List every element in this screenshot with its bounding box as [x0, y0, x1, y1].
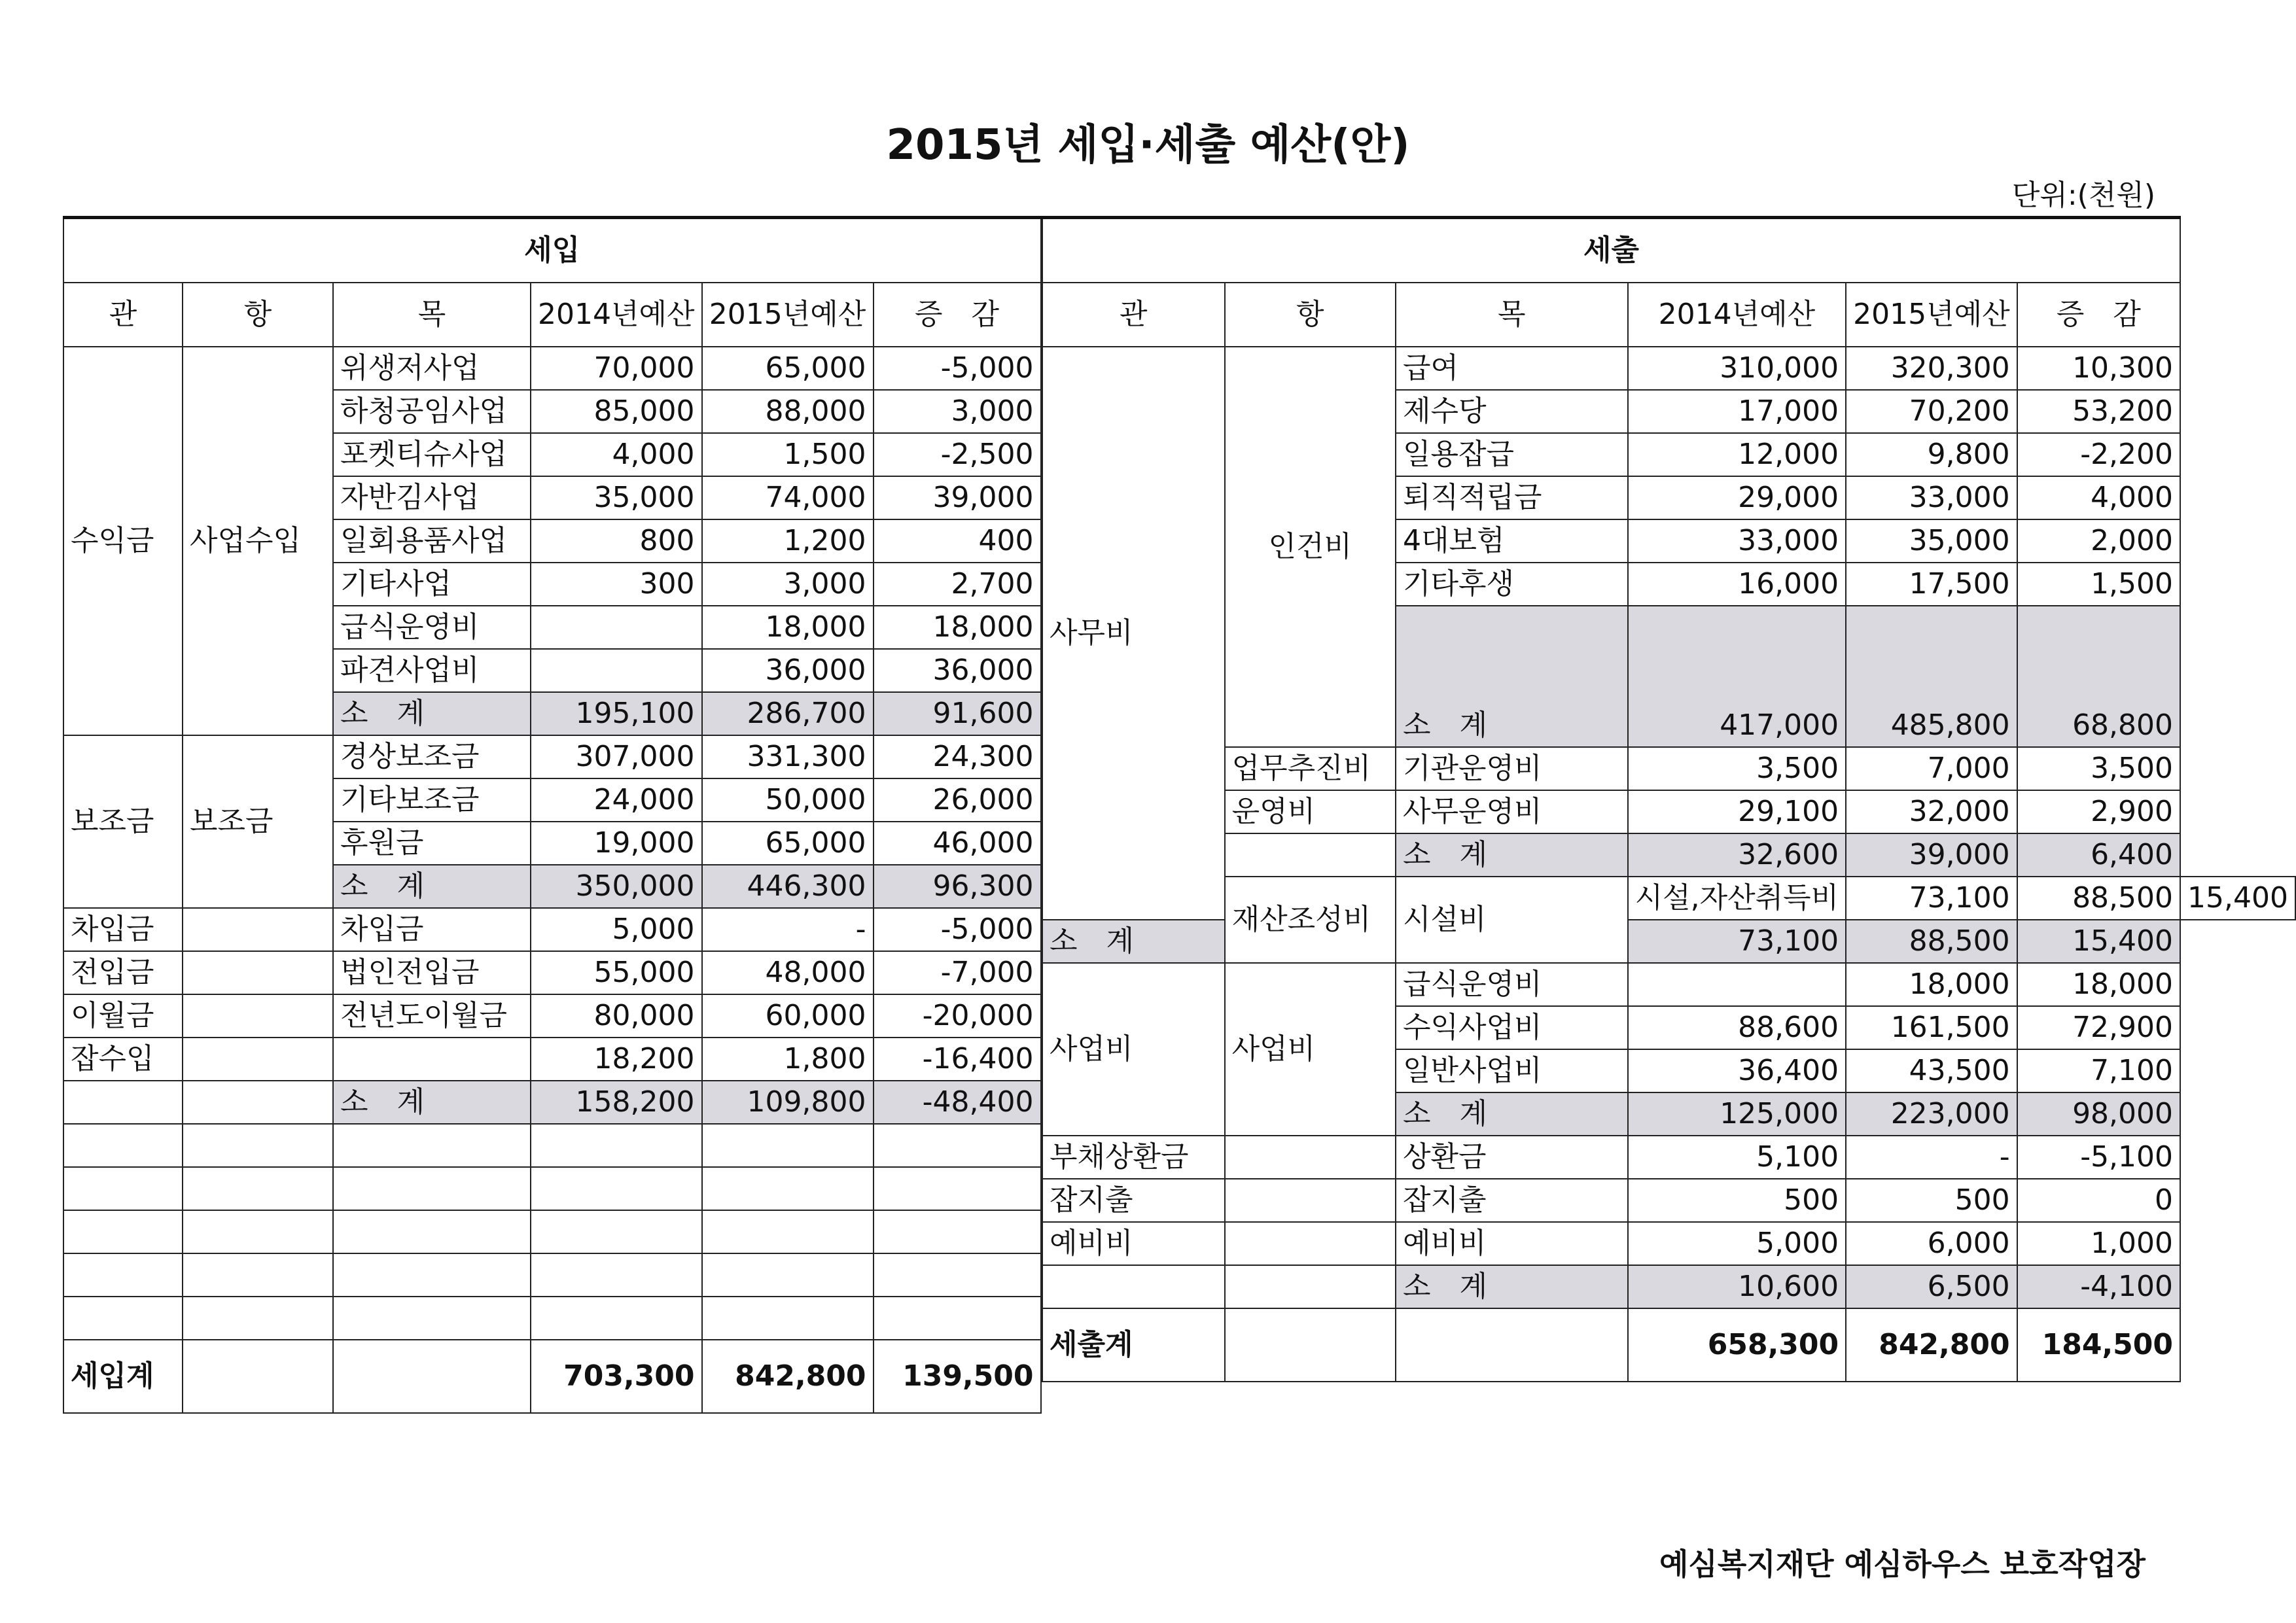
- budget-2015-cell: 65,000: [702, 347, 874, 390]
- mok-cell: 급식운영비: [1396, 963, 1628, 1006]
- budget-2015-cell: 320,300: [1846, 347, 2017, 390]
- blank-row: [63, 1210, 1041, 1253]
- budget-2014-cell: 35,000: [531, 476, 702, 519]
- change-cell: 4,000: [2017, 476, 2180, 519]
- change-cell: 98,000: [2017, 1092, 2180, 1136]
- table-row: [1042, 1136, 2295, 1179]
- budget-2014-cell: 4,000: [531, 433, 702, 476]
- change-cell: 1,000: [2017, 1222, 2180, 1265]
- gwan-cell: 보조금: [63, 735, 183, 908]
- budget-2015-cell: 223,000: [1846, 1092, 2017, 1136]
- mok-cell: 차입금: [333, 908, 531, 951]
- budget-2015-cell: 35,000: [1846, 519, 2017, 563]
- col-header-diff: 증 감: [874, 283, 1041, 347]
- budget-2014-cell: 195,100: [531, 692, 702, 735]
- col-header-mok: 목: [333, 283, 531, 347]
- gwan-cell: 잡수입: [63, 1038, 183, 1081]
- gwan-cell: [63, 1081, 183, 1124]
- change-cell: -5,000: [874, 908, 1041, 951]
- gwan-cell: 예비비: [1042, 1222, 1225, 1265]
- budget-2014-cell: 70,000: [531, 347, 702, 390]
- subtotal-label: 소 계: [1396, 1092, 1628, 1136]
- expense-total-2014: 658,300: [1628, 1308, 1846, 1382]
- change-cell: -4,100: [2017, 1265, 2180, 1308]
- budget-2015-cell: 17,500: [1846, 563, 2017, 606]
- change-cell: 1,500: [2017, 563, 2180, 606]
- budget-2014-cell: 158,200: [531, 1081, 702, 1124]
- unit-label: 단위:(천원): [2011, 179, 2155, 212]
- budget-2014-cell: 80,000: [531, 994, 702, 1038]
- change-cell: -5,100: [2017, 1136, 2180, 1179]
- budget-2014-cell: 29,100: [1628, 790, 1846, 833]
- subtotal-row: [1042, 833, 2295, 877]
- budget-2014-cell: 3,500: [1628, 747, 1846, 790]
- budget-2015-cell: 43,500: [1846, 1049, 2017, 1092]
- change-cell: 53,200: [2017, 390, 2180, 433]
- blank-row: [63, 1253, 1041, 1297]
- budget-2015-cell: -: [702, 908, 874, 951]
- change-cell: 400: [874, 519, 1041, 563]
- budget-2014-cell: 5,000: [531, 908, 702, 951]
- budget-2015-cell: 6,500: [1846, 1265, 2017, 1308]
- budget-2015-cell: 88,500: [2017, 877, 2180, 920]
- expense-total-row: [1042, 1308, 2295, 1382]
- budget-2015-cell: 446,300: [702, 865, 874, 908]
- gwan-cell: 사업비: [1042, 963, 1225, 1136]
- mok-cell: 일용잡급: [1396, 433, 1628, 476]
- budget-2014-cell: 5,000: [1628, 1222, 1846, 1265]
- mok-cell: 상환금: [1396, 1136, 1628, 1179]
- mok-cell: 파견사업비: [333, 649, 531, 692]
- mok-cell: 경상보조금: [333, 735, 531, 778]
- budget-2015-cell: 50,000: [702, 778, 874, 822]
- gwan-cell: 전입금: [63, 951, 183, 994]
- mok-cell: 잡지출: [1396, 1179, 1628, 1222]
- income-total-row: [63, 1340, 1041, 1413]
- col-header-2015: 2015년예산: [1846, 283, 2017, 347]
- budget-2015-cell: 1,200: [702, 519, 874, 563]
- hang-cell: 업무추진비: [1225, 747, 1396, 790]
- budget-2014-cell: 5,100: [1628, 1136, 1846, 1179]
- col-header-hang: 항: [183, 283, 333, 347]
- subtotal-label: 소 계: [333, 692, 531, 735]
- gwan-cell: 사무비: [1042, 347, 1225, 920]
- hang-cell: [1225, 833, 1396, 877]
- change-cell: 2,900: [2017, 790, 2180, 833]
- budget-2015-cell: 65,000: [702, 822, 874, 865]
- change-cell: 6,400: [2017, 833, 2180, 877]
- change-cell: 72,900: [2017, 1006, 2180, 1049]
- income-total-diff: 139,500: [874, 1340, 1041, 1413]
- budget-2014-cell: 350,000: [531, 865, 702, 908]
- col-header-2015: 2015년예산: [702, 283, 874, 347]
- col-header-mok: 목: [1396, 283, 1628, 347]
- hang-cell: [1225, 1265, 1396, 1308]
- change-cell: 2,000: [2017, 519, 2180, 563]
- budget-2014-cell: 16,000: [1628, 563, 1846, 606]
- subtotal-label: 소 계: [1396, 606, 1628, 747]
- table-row: [1042, 347, 2295, 390]
- budget-2015-cell: 39,000: [1846, 833, 2017, 877]
- change-cell: 18,000: [2017, 963, 2180, 1006]
- budget-2015-cell: -: [1846, 1136, 2017, 1179]
- table-row: [63, 1038, 1041, 1081]
- gwan-cell: 이월금: [63, 994, 183, 1038]
- mok-cell: 하청공임사업: [333, 390, 531, 433]
- hang-cell: [183, 1081, 333, 1124]
- change-cell: 3,000: [874, 390, 1041, 433]
- subtotal-label: 소 계: [1396, 833, 1628, 877]
- hang-cell: [183, 951, 333, 994]
- col-header-gwan: 관: [63, 283, 183, 347]
- hang-cell: [1225, 1136, 1396, 1179]
- hang-cell: 사업비: [1225, 963, 1396, 1136]
- budget-2014-cell: 32,600: [1628, 833, 1846, 877]
- mok-cell: 자반김사업: [333, 476, 531, 519]
- budget-2015-cell: 3,000: [702, 563, 874, 606]
- budget-2014-cell: 310,000: [1628, 347, 1846, 390]
- subtotal-row: [1042, 1265, 2295, 1308]
- budget-2015-cell: 6,000: [1846, 1222, 2017, 1265]
- budget-2015-cell: 500: [1846, 1179, 2017, 1222]
- table-row: [1042, 747, 2295, 790]
- budget-2015-cell: 70,200: [1846, 390, 2017, 433]
- change-cell: 3,500: [2017, 747, 2180, 790]
- budget-2015-cell: 18,000: [1846, 963, 2017, 1006]
- table-row: [63, 994, 1041, 1038]
- mok-cell: 후원금: [333, 822, 531, 865]
- expense-total-diff: 184,500: [2017, 1308, 2180, 1382]
- hang-cell: [183, 1038, 333, 1081]
- hang-cell: [183, 994, 333, 1038]
- mok-cell: 법인전입금: [333, 951, 531, 994]
- change-cell: 24,300: [874, 735, 1041, 778]
- change-cell: -16,400: [874, 1038, 1041, 1081]
- budget-2015-cell: 32,000: [1846, 790, 2017, 833]
- col-header-diff: 증 감: [2017, 283, 2180, 347]
- change-cell: 96,300: [874, 865, 1041, 908]
- subtotal-label: 소 계: [333, 865, 531, 908]
- budget-2014-cell: 73,100: [1628, 920, 1846, 963]
- budget-2014-cell: 73,100: [1846, 877, 2017, 920]
- budget-2015-cell: 18,000: [702, 606, 874, 649]
- budget-2015-cell: 1,500: [702, 433, 874, 476]
- expense-total-label: 세출계: [1042, 1308, 1225, 1382]
- budget-2014-cell: 12,000: [1628, 433, 1846, 476]
- budget-2014-cell: 307,000: [531, 735, 702, 778]
- budget-2015-cell: 88,000: [702, 390, 874, 433]
- table-row: [1042, 963, 2295, 1006]
- change-cell: 10,300: [2017, 347, 2180, 390]
- gwan-cell: 재산조성비: [1225, 877, 1396, 963]
- change-cell: 91,600: [874, 692, 1041, 735]
- budget-2015-cell: 1,800: [702, 1038, 874, 1081]
- gwan-cell: 수익금: [63, 347, 183, 735]
- change-cell: 0: [2017, 1179, 2180, 1222]
- table-row: [63, 908, 1041, 951]
- subtotal-label: 소 계: [333, 1081, 531, 1124]
- budget-2015-cell: 74,000: [702, 476, 874, 519]
- hang-cell: 운영비: [1225, 790, 1396, 833]
- mok-cell: 사무운영비: [1396, 790, 1628, 833]
- blank-row: [63, 1124, 1041, 1167]
- subtotal-row: [63, 1081, 1041, 1124]
- income-total-label: 세입계: [63, 1340, 183, 1413]
- table-row: [63, 735, 1041, 778]
- mok-cell: 4대보험: [1396, 519, 1628, 563]
- change-cell: 15,400: [2017, 920, 2180, 963]
- col-header-gwan: 관: [1042, 283, 1225, 347]
- change-cell: 26,000: [874, 778, 1041, 822]
- budget-2015-cell: 33,000: [1846, 476, 2017, 519]
- blank-row: [63, 1297, 1041, 1340]
- budget-2014-cell: 85,000: [531, 390, 702, 433]
- expense-table: [1042, 216, 2296, 1382]
- subtotal-label: 소 계: [1042, 920, 1225, 963]
- mok-cell: 급여: [1396, 347, 1628, 390]
- budget-2015-cell: 485,800: [1846, 606, 2017, 747]
- change-cell: 39,000: [874, 476, 1041, 519]
- page-title: 2015년 세입·세출 예산(안): [886, 121, 1410, 169]
- change-cell: 7,100: [2017, 1049, 2180, 1092]
- table-row: [63, 347, 1041, 390]
- budget-2014-cell: [531, 649, 702, 692]
- mok-cell: 수익사업비: [1396, 1006, 1628, 1049]
- budget-2014-cell: 17,000: [1628, 390, 1846, 433]
- mok-cell: 일반사업비: [1396, 1049, 1628, 1092]
- mok-cell: 위생저사업: [333, 347, 531, 390]
- mok-cell: 기타보조금: [333, 778, 531, 822]
- change-cell: -48,400: [874, 1081, 1041, 1124]
- table-row: [63, 951, 1041, 994]
- budget-2014-cell: 55,000: [531, 951, 702, 994]
- change-cell: -2,500: [874, 433, 1041, 476]
- budget-2015-cell: 161,500: [1846, 1006, 2017, 1049]
- mok-cell: 기타후생: [1396, 563, 1628, 606]
- gwan-cell: 잡지출: [1042, 1179, 1225, 1222]
- budget-2015-cell: 286,700: [702, 692, 874, 735]
- blank-row: [63, 1167, 1041, 1210]
- subtotal-label: 소 계: [1396, 1265, 1628, 1308]
- mok-cell: 포켓티슈사업: [333, 433, 531, 476]
- budget-2014-cell: 19,000: [531, 822, 702, 865]
- hang-cell: 인건비: [1225, 347, 1396, 747]
- hang-cell: [1225, 1179, 1396, 1222]
- hang-cell: [183, 908, 333, 951]
- income-table: [63, 216, 1042, 1414]
- budget-2014-cell: 18,200: [531, 1038, 702, 1081]
- budget-2015-cell: 60,000: [702, 994, 874, 1038]
- change-cell: -2,200: [2017, 433, 2180, 476]
- budget-2014-cell: 24,000: [531, 778, 702, 822]
- hang-cell: [1225, 1222, 1396, 1265]
- budget-2015-cell: 36,000: [702, 649, 874, 692]
- mok-cell: 제수당: [1396, 390, 1628, 433]
- budget-2015-cell: 48,000: [702, 951, 874, 994]
- table-row: [1042, 877, 2295, 920]
- change-cell: 18,000: [874, 606, 1041, 649]
- mok-cell: 시설,자산취득비: [1628, 877, 1846, 920]
- col-header-2014: 2014년예산: [531, 283, 702, 347]
- change-cell: 46,000: [874, 822, 1041, 865]
- mok-cell: 예비비: [1396, 1222, 1628, 1265]
- mok-cell: 퇴직적립금: [1396, 476, 1628, 519]
- budget-2015-cell: 331,300: [702, 735, 874, 778]
- change-cell: -7,000: [874, 951, 1041, 994]
- gwan-cell: 차입금: [63, 908, 183, 951]
- mok-cell: 전년도이월금: [333, 994, 531, 1038]
- budget-2014-cell: [531, 606, 702, 649]
- mok-cell: 급식운영비: [333, 606, 531, 649]
- budget-2014-cell: 500: [1628, 1179, 1846, 1222]
- table-row: [1042, 1179, 2295, 1222]
- budget-2014-cell: 300: [531, 563, 702, 606]
- organization-footer: 예심복지재단 예심하우스 보호작업장: [1659, 1546, 2146, 1582]
- table-row: [1042, 790, 2295, 833]
- budget-2014-cell: 36,400: [1628, 1049, 1846, 1092]
- budget-2014-cell: 10,600: [1628, 1265, 1846, 1308]
- hang-cell: 시설비: [1396, 877, 1628, 963]
- budget-2014-cell: 33,000: [1628, 519, 1846, 563]
- budget-2014-cell: 125,000: [1628, 1092, 1846, 1136]
- change-cell: -5,000: [874, 347, 1041, 390]
- budget-2014-cell: 800: [531, 519, 702, 563]
- income-total-2014: 703,300: [531, 1340, 702, 1413]
- col-header-2014: 2014년예산: [1628, 283, 1846, 347]
- mok-cell: 기관운영비: [1396, 747, 1628, 790]
- change-cell: -20,000: [874, 994, 1041, 1038]
- mok-cell: 기타사업: [333, 563, 531, 606]
- change-cell: 2,700: [874, 563, 1041, 606]
- income-section-header: 세입: [63, 218, 1041, 283]
- budget-2014-cell: [1628, 963, 1846, 1006]
- budget-2015-cell: 9,800: [1846, 433, 2017, 476]
- hang-cell: 보조금: [183, 735, 333, 908]
- hang-cell: 사업수입: [183, 347, 333, 735]
- budget-2014-cell: 88,600: [1628, 1006, 1846, 1049]
- mok-cell: 일회용품사업: [333, 519, 531, 563]
- budget-2015-cell: 109,800: [702, 1081, 874, 1124]
- expense-section-header: 세출: [1042, 218, 2180, 283]
- col-header-hang: 항: [1225, 283, 1396, 347]
- table-row: [1042, 1222, 2295, 1265]
- gwan-cell: 부채상환금: [1042, 1136, 1225, 1179]
- expense-total-2015: 842,800: [1846, 1308, 2017, 1382]
- budget-2015-cell: 88,500: [1846, 920, 2017, 963]
- mok-cell: [333, 1038, 531, 1081]
- change-cell: 68,800: [2017, 606, 2180, 747]
- income-total-2015: 842,800: [702, 1340, 874, 1413]
- change-cell: 36,000: [874, 649, 1041, 692]
- budget-2014-cell: 29,000: [1628, 476, 1846, 519]
- budget-2015-cell: 7,000: [1846, 747, 2017, 790]
- gwan-cell: [1042, 1265, 1225, 1308]
- change-cell: 15,400: [2180, 877, 2295, 920]
- budget-2014-cell: 417,000: [1628, 606, 1846, 747]
